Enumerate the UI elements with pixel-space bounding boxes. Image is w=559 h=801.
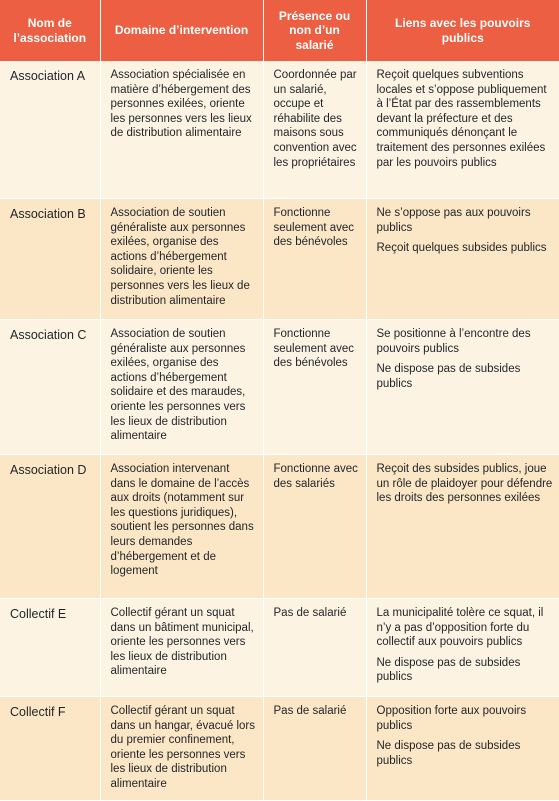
table-row [0,199,559,320]
cell-domain: Association spécialisée en matière d’hébergement des personnes exilées, oriente les personnes vers les lieux de distribution alimentaire [100,61,263,199]
cell-domain: Association de soutien généraliste aux personnes exilées, organise des actions d’hébergement solidaire et des maraudes, oriente les personnes vers les lieux de distribution alimentaire [100,320,263,455]
links-line: Ne s’oppose pas aux pouvoirs publics [376,207,531,234]
table-row [0,455,559,599]
links-line: Se positionne à l’encontre des pouvoirs publics [376,328,531,355]
cell-staff: Fonctionne seulement avec des bénévoles [263,199,366,320]
cell-name: Association B [0,199,100,320]
cell-domain: Collectif gérant un squat dans un bâtiment municipal, oriente les personnes vers les lieux de distribution alimentaire [100,599,263,697]
cell-staff: Pas de salarié [263,697,366,801]
table-row [0,320,559,455]
cell-domain: Association de soutien généraliste aux personnes exilées, organise des actions d’hébergement solidaire, oriente les personnes vers les lieux de distribution alimentaire [100,199,263,320]
cell-name: Collectif E [0,599,100,697]
cell-links [366,697,559,801]
cell-name: Collectif F [0,697,100,801]
cell-staff: Pas de salarié [263,599,366,697]
links-line: Reçoit quelques subsides publics [376,242,547,255]
links-line: Ne dispose pas de subsides publics [376,740,521,767]
header-domain: Domaine d’intervention [100,0,263,61]
header-staff: Présence ou non d’un salarié [263,0,366,61]
links-line: Reçoit des subsides publics, joue un rôle de plaidoyer pour défendre les droits des personnes exilées [376,463,553,505]
table-row [0,697,559,801]
cell-links [366,320,559,455]
links-line: Opposition forte aux pouvoirs publics [376,705,527,732]
table-row [0,599,559,697]
cell-name: Association D [0,455,100,599]
cell-domain: Association intervenant dans le domaine de l’accès aux droits (notamment sur les questions juridiques), soutient les personnes dans leurs demandes d’hébergement et de logement [100,455,263,599]
cell-links [366,199,559,320]
cell-name: Association C [0,320,100,455]
cell-staff: Fonctionne avec des salariés [263,455,366,599]
links-line: Reçoit quelques subventions locales et s’oppose publiquement à l’État par des rassemblements devant la préfecture et des communiqués dénonçant le traitement des personnes exilées par les pouvoirs publics [376,69,547,169]
cell-name: Association A [0,61,100,199]
cell-staff: Coordonnée par un salarié, occupe et réhabilite des maisons sous convention avec les propriétaires [263,61,366,199]
table-row [0,61,559,199]
table-body [0,61,559,801]
links-line: Ne dispose pas de subsides publics [376,363,521,390]
cell-links [366,61,559,199]
cell-domain: Collectif gérant un squat dans un hangar, évacué lors du premier confinement, oriente les personnes vers les lieux de distribution alimentaire [100,697,263,801]
links-line: La municipalité tolère ce squat, il n’y a pas d’opposition forte du collectif aux pouvoirs publics [376,607,544,649]
links-line: Ne dispose pas de subsides publics [376,656,521,684]
cell-links [366,455,559,599]
table-header [0,0,559,61]
header-name: Nom de l’association [0,0,100,61]
cell-staff: Fonctionne seulement avec des bénévoles [263,320,366,455]
header-links: Liens avec les pouvoirs publics [366,0,559,61]
cell-links [366,599,559,697]
header-row [0,0,559,61]
